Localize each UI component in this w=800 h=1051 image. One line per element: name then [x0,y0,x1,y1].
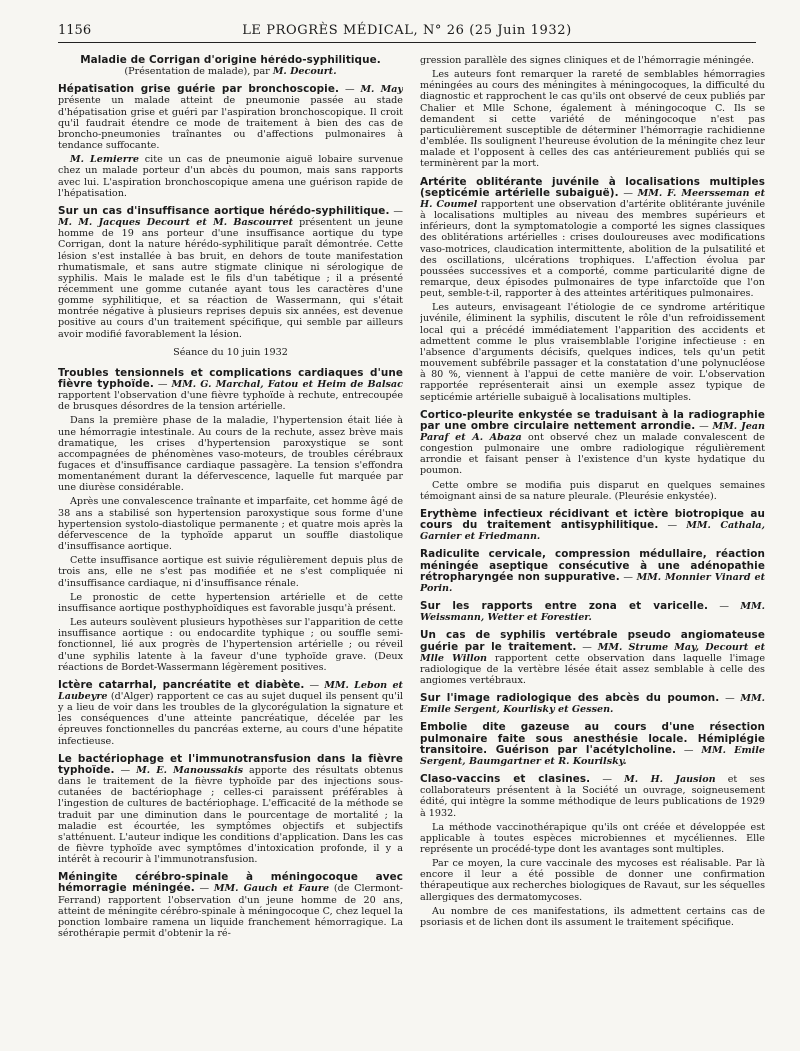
article-paragraph: Par ce moyen, la cure vaccinale des mycoses est réalisable. Par là encore il leur a été possible de donner une confirmation thérapeutique aux recherches biologiques de Ravaut, sur les séquelles allergiques des dermatomycoses. [420,858,765,903]
left-column [58,55,403,1045]
article-authors: MM. Gauch et Faure [213,883,330,895]
article-title: Embolie dite gazeuse au cours d'une résection pulmonaire faite sous anesthésie locale. Hémiplégie transitoire. Guérison par l'acétylcholine. [420,721,765,756]
article-paragraph: gression parallèle des signes cliniques et de l'hémorragie méningée. [420,55,755,66]
article-block [58,55,403,77]
article-block [58,872,403,939]
article-paragraph: La méthode vaccinothérapique qu'ils ont créée et développée est applicable à toutes espèces microbiennes et mycéliennes. Elle représente un procédé-type dont les avantages sont multiples. [420,821,765,855]
article-text: apporte des résultats obtenus dans le traitement de la fièvre typhoïde par des injections sous-cutanées de bactériophage ; celles-ci paraissent préférables à l'ingestion de cultures de bactériophage. L'efficacité de la méthode se traduit par une diminution dans le pourcentage de mortalité ; la maladie est écourtée, les symptômes objectifs et subjectifs s'atténuent. L'auteur indique les conditions d'application. Dans les cas de fièvre typhoïde avec symptômes d'intoxication profonde, il y a intérêt à recourir à l'immunotransfusion. [58,764,403,866]
article-text: présentent un jeune homme de 19 ans porteur d'une insuffisance aortique du type Corrigan, dont la nature hérédo-syphilitique paraît démontrée. Cette lésion s'est installée à bas bruit, en dehors de toute manifestation rhumatismale, et sans autre stigmate clinique ni sérologique de syphilis. Mais le malade est le fils d'un tabétique ; il a présenté récemment une gomme cutanée ayant tous les caractères d'une gomme syphilitique, et sa réaction de Wassermann, qui s'était montrée négative à plusieurs reprises depuis six années, est devenue positive au cours d'un traitement spécifique, qui semble par ailleurs avoir modifié favorablement la lésion. [58,217,403,340]
article-block [58,368,403,673]
article-text: (Présentation de malade), par [124,66,273,78]
article-authors: MM. Monnier Vinard et Porin. [420,571,765,594]
article-text: — [695,420,713,432]
article-block [420,601,765,623]
article-block [420,549,765,594]
article-block [420,509,765,542]
article-text: — [339,84,361,96]
article-text: — [576,641,598,653]
article-text: — [153,378,172,390]
article-authors: MM. G. Marchal, Fatou et Heim de Balsac [171,378,403,390]
article-text: (de Clermont-Ferrand) rapportent l'observation d'un jeune homme de 20 ans, atteint de méningite cérébro-spinale à méningocoque C, chez lequel la ponction lombaire ramena un liquide franchement hémorragique. La sérothérapie permit d'obtenir la ré- [58,883,403,940]
article-authors: MM. Strume May, Decourt et Mlle Willon [420,641,765,664]
article-text: rapportent l'observation d'une fièvre typhoïde à rechute, entrecoupée de brusques désordres de la tension artérielle. [58,390,403,413]
article-authors: M. May [360,84,403,96]
article-title: Cortico-pleurite enkystée se traduisant à la radiographie par une ombre circulaire nettement arrondie. [420,408,765,432]
article-authors: MM. Emile Sergent, Kourlisky et Gessen. [420,693,765,716]
article-block [58,84,403,199]
article-block [58,206,403,340]
article-block [420,410,765,502]
right-column [420,55,765,1045]
article-paragraph: Les auteurs font remarquer la rareté de semblables hémorragies méningées au cours des méningites à méningocoques, la difficulté du diagnostic et rapprochent le cas qu'ils ont observé de ceux publiés par Chalier et Mlle Schone, également à méningocoque C. Ils se demandent si cette variété de méningocoque n'est pas particulièrement susceptible de déterminer l'hémorragie rachidienne d'emblée. Ils soulignent l'heureuse évolution de la méningite chez leur malade et l'opposent à celles des cas antérieurement publiés qui se terminèrent par la mort. [420,69,765,170]
article-text: — [114,764,137,776]
article-authors: MM. Jean Paraf et A. Abaza [420,420,765,443]
article-title: Troubles tensionnels et complications cardiaques d'une fièvre typhoïde. [58,366,403,390]
article-title: Le bactériophage et l'immunotransfusion dans la fièvre typhoïde. [58,752,403,776]
article-block [58,680,403,747]
article-text: — [590,774,625,786]
article-block [420,722,765,767]
article-title: Sur les rapports entre zona et varicelle. [420,600,709,613]
article-paragraph: Après une convalescence traînante et imparfaite, cet homme âgé de 38 ans a stabilisé son hypertension paroxystique sous forme d'une hypertension systolo-diastolique permanente ; et quatre mois après la défervescence de la typhoïde apparut un souffle diastolique d'insuffisance aortique. [58,496,403,553]
article-block [420,774,765,928]
article-block [420,630,765,686]
article-authors: MM. Weissmann, Wetter et Forestier. [420,601,765,624]
article-paragraph: Cette insuffisance aortique est suivie régulièrement depuis plus de trois ans, elle ne s'est pas modifiée et ne s'est compliquée ni d'insuffisance cardiaque, ni d'insuffisance rénale. [58,555,403,589]
article-title: Sur l'image radiologique des abcès du poumon. [420,692,720,705]
article-text: — [194,883,214,895]
article-text: — [619,571,637,583]
article-paragraph: Les auteurs soulèvent plusieurs hypothèses sur l'apparition de cette insuffisance aortique : ou endocardite typhique ; ou souffle semi-fonctionnel, lié aux progrès de l'hypertension artérielle ; ou réveil d'une syphilis latente à la faveur d'une typhoïde grave. (Deux réactions de Bordet-Wassermann légèrement positives. [58,617,403,673]
article-text: — [676,744,702,756]
article-continuation [420,55,765,170]
article-paragraph: Cette ombre se modifia puis disparut en quelques semaines témoignant ainsi de sa nature pleurale. (Pleurésie enkystée). [420,479,765,502]
article-text: rapportent cette observation dans laquelle l'image radiologique de la vertèbre lésée était assez semblable à celle des angiomes vertébraux. [420,652,765,686]
article-paragraph: Au nombre de ces manifestations, ils admettent certains cas de psoriasis et de lichen dont ils assument le traitement spécifique. [420,905,765,928]
article-text: présente un malade atteint de pneumonie passée au stade d'hépatisation grise et guéri par l'aspiration bronchoscopique. Il croit qu'il faudrait étendre ce mode de traitement à bien des cas de broncho-pneumonies traînantes ou d'affections pulmonaires à tendance suffocante. [58,95,403,152]
article-text: — [658,520,687,532]
article-text: — [719,693,741,705]
article-title: Ictère catarrhal, pancréatite et diabète. [58,678,305,691]
article-text: — [618,187,638,199]
article-title: Méningite cérébro-spinale à méningocoque avec hémorragie méningée. [58,871,403,895]
article-authors: M. Lemierre [70,154,139,166]
article-title: Sur un cas d'insuffisance aortique hérédo-syphilitique. [58,204,390,217]
article-authors: MM. F. Meersseman et H. Coumel [420,187,765,210]
article-text: et ses collaborateurs présentent à la Société un ouvrage, soigneusement édité, qui intègre la somme méthodique de leurs publications de 1929 à 1932. [420,774,765,819]
article-block [420,177,765,403]
article-authors: M. Decourt. [272,66,337,78]
article-text: ont observé chez un malade convalescent de congestion pulmonaire une ombre radiologique régulièrement arrondie et faisant penser à l'existence d'un kyste hydatique du poumon. [420,432,765,477]
article-authors: MM. Cathala, Garnier et Friedmann. [420,520,765,543]
article-paragraph: Dans la première phase de la maladie, l'hypertension était liée à une hémorragie intestinale. Au cours de la rechute, assez brève mais dramatique, les crises d'hypertension paroxystique se sont accompagnées de phénomènes vaso-moteurs, de troubles cérébraux fugaces et d'insuffisance cardiaque passagère. La tension s'effondra momentanément durant la défervescence, laquelle fut marquée par une diurèse considérable. [58,415,403,494]
session-date: Séance du 10 juin 1932 [173,346,288,358]
article-title: Erythème infectieux récidivant et ictère biotropique au cours du traitement antisyphilitique. [420,507,765,532]
article-text: — [389,205,403,217]
running-header [58,22,756,43]
article-title: Hépatisation grise guérie par bronchoscopie. [58,83,340,96]
article-authors: M. E. Manoussakis [136,764,244,776]
article-title: Radiculite cervicale, compression médullaire, réaction méningée aseptique consécutive à une adénopathie rétropharyngée non suppurative. [420,548,765,583]
running-title: LE PROGRÈS MÉDICAL, N° 26 (25 Juin 1932) [242,23,572,38]
article-text: (d'Alger) rapportent ce cas au sujet duquel ils pensent qu'il y a lieu de voir dans les troubles de la glycorégulation la signature et les conséquences d'une atteinte pancréatique, décelée par les épreuves fonctionnelles du pancréas externe, au cours d'une hépatite infectieuse. [58,690,403,747]
article-text: cite un cas de pneumonie aiguë lobaire survenue chez un malade porteur d'un abcès du poumon, mais sans rapports avec lui. L'aspiration bronchoscopique amena une guérison rapide de l'hépatisation. [58,154,403,199]
article-text: — [708,601,741,613]
article-text: — [304,679,325,691]
article-title: Claso-vaccins et clasines. [420,773,591,786]
article-paragraph: Le pronostic de cette hypertension artérielle et de cette insuffisance aortique posthyphoïdiques est favorable jusqu'à présent. [58,591,403,614]
article-authors: M. M. Jacques Decourt et M. Bascourret [58,217,294,229]
article-authors: MM. Lebon et Laubeyre [58,679,403,702]
article-title: Maladie de Corrigan d'origine hérédo-syphilitique. [80,55,381,66]
article-block [420,693,765,715]
article-paragraph: Les auteurs, envisageant l'étiologie de ce syndrome artéritique juvénile, éliminent la syphilis, discutent le rôle d'un refroidissement local qui a précédé immédiatement l'apparition des accidents et admettent comme le plus vraisemblable l'origine infectieuse : en l'absence d'arguments décisifs, quelques indices, tels qu'un petit mouvement subfébrile passager et la constatation d'une polynucléose à 80 %, viennent à l'appui de cette manière de voir. L'observation rapportée représenterait ainsi un exemple assez typique de septicémie artérielle subaiguë à localisations multiples. [420,302,765,403]
article-text: rapportent une observation d'artérite oblitérante juvénile à localisations multiples au niveau des membres supérieurs et inférieurs, dont la symptomatologie a comporté les signes classiques des oblitérations artérielles : crises douloureuses avec modifications vaso-motrices, claudication intermittente, abolition de la pulsatilité et des oscillations, ulcérations trophiques. L'affection évolua par poussées successives et a comporté, comme particularité digne de remarque, deux épisodes pulmonaires de type infarctoïde que l'on peut, semble-t-il, rapporter à des atteintes artéritiques pulmonaires. [420,198,765,300]
article-authors: MM. Emile Sergent, Baumgartner et R. Kourilsky. [420,744,765,767]
article-title: Artérite oblitérante juvénile à localisations multiples (septicémie artérielle subaiguë). [420,175,765,199]
article-authors: M. H. Jausion [624,774,716,786]
article-title: Un cas de syphilis vertébrale pseudo angiomateuse guérie par le traitement. [420,629,765,653]
article-block [58,754,403,866]
page-number: 1156 [58,23,92,38]
